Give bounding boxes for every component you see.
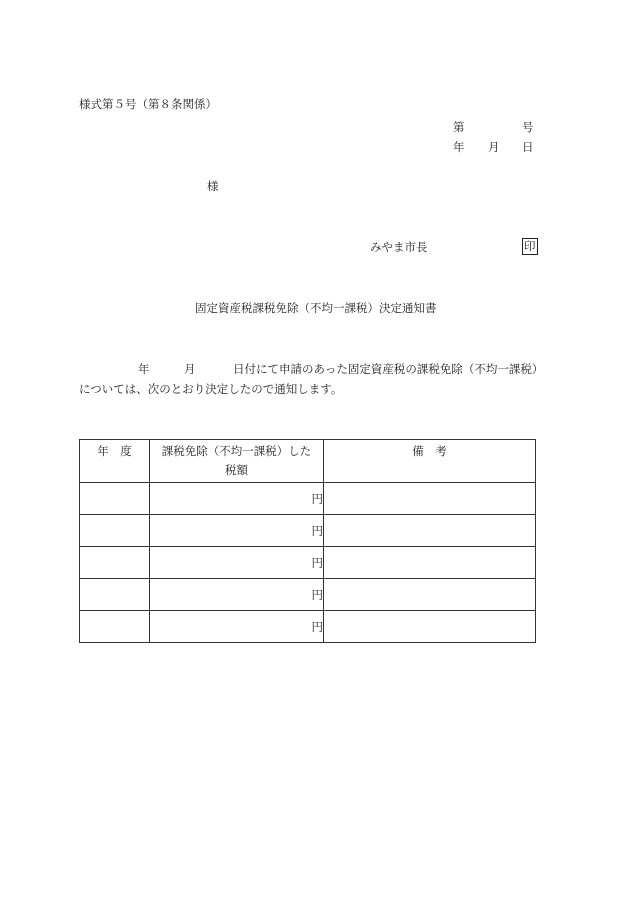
document-title: 固定資産税課税免除（不均一課税）決定通知書 (195, 301, 437, 315)
table-row (80, 611, 536, 643)
amount-cell: 円 (150, 579, 324, 611)
amount-cell: 円 (150, 483, 324, 515)
header-amount-line2: 税額 (225, 463, 248, 477)
year-cell (80, 515, 150, 547)
issuer-name: みやま市長 (370, 240, 428, 254)
doc-number-prefix: 第 (453, 120, 465, 134)
year-cell (80, 547, 150, 579)
table-row (80, 547, 536, 579)
seal-label: 印 (524, 239, 536, 253)
year-cell (80, 483, 150, 515)
date-year: 年 (453, 140, 465, 154)
remarks-cell (324, 483, 536, 515)
header-remarks: 備 考 (324, 440, 536, 483)
remarks-cell (324, 611, 536, 643)
amount-cell: 円 (150, 547, 324, 579)
date-day: 日 (522, 140, 534, 154)
table-row (80, 515, 536, 547)
remarks-cell (324, 547, 536, 579)
body-line2: については、次のとおり決定したので通知します。 (79, 382, 343, 396)
seal-mark (522, 238, 538, 255)
header-amount (150, 440, 324, 483)
amount-cell: 円 (150, 515, 324, 547)
date-month: 月 (488, 140, 500, 154)
table-row (80, 579, 536, 611)
header-year: 年 度 (80, 440, 150, 483)
table-header-row (80, 440, 536, 483)
remarks-cell (324, 515, 536, 547)
body-line1: 日付にて申請のあった固定資産税の課税免除（不均一課税） (233, 362, 544, 376)
body-year: 年 (138, 362, 150, 376)
body-month: 月 (184, 362, 196, 376)
form-number: 様式第５号（第８条関係） (79, 97, 217, 111)
remarks-cell (324, 579, 536, 611)
year-cell (80, 611, 150, 643)
tax-exemption-table (79, 439, 536, 643)
amount-cell: 円 (150, 611, 324, 643)
header-amount-line1: 課税免除（不均一課税）した (161, 444, 312, 458)
addressee-suffix: 様 (207, 179, 219, 193)
year-cell (80, 579, 150, 611)
doc-number-suffix: 号 (522, 120, 534, 134)
table-row (80, 483, 536, 515)
